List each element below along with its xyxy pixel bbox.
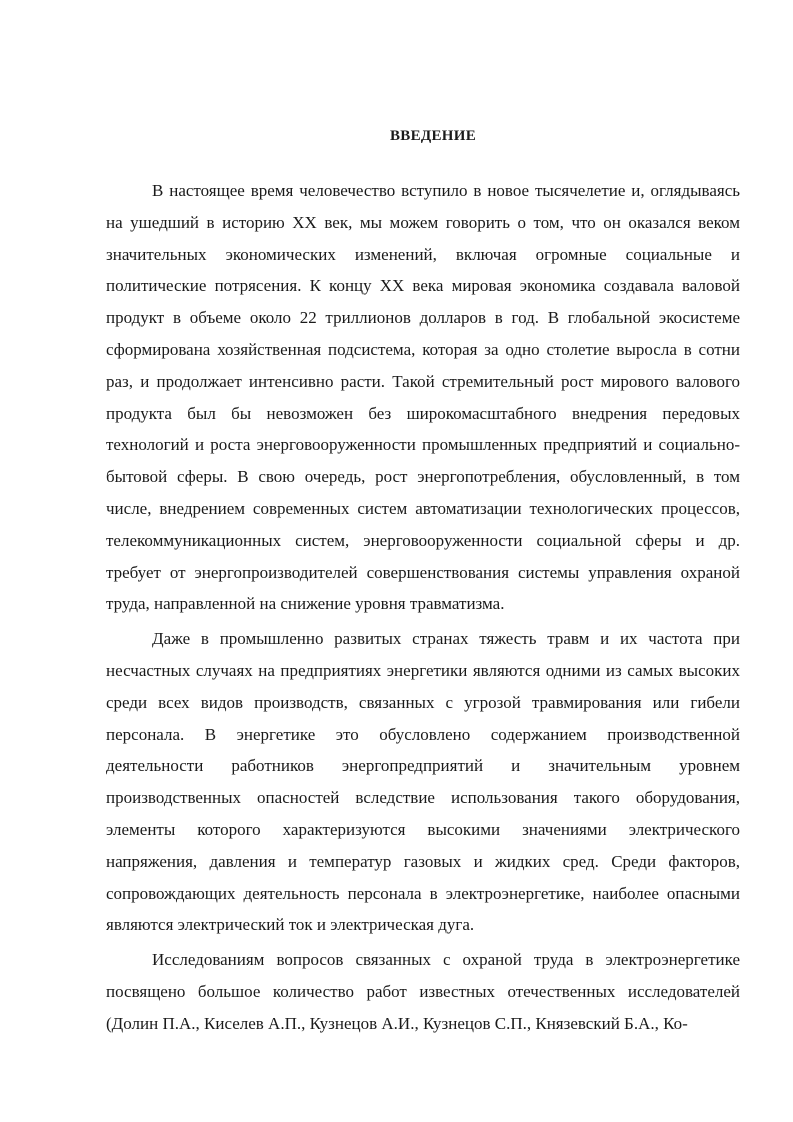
paragraph-3: Исследованиям вопросов связанных с охраной труда в электроэнергетике посвящено большое количество работ известных отечественных исследователей (Долин П.А., Киселев А.П., Кузнецов А.И., Кузнецов С.П., Князевский Б.А., Ко-	[106, 950, 740, 1033]
document-page	[106, 128, 740, 1040]
paragraph-2: Даже в промышленно развитых странах тяжесть травм и их частота при несчастных случаях на предприятиях энергетики являются одними из самых высоких среди всех видов производств, связанных с угрозой травмирования или гибели персонала. В энергетике это обусловлено содержанием производственной деятельности работников энергопредприятий и значительным уровнем производственных опасностей вследствие использования такого оборудования, элементы которого характеризуются высокими значениями электрического напряжения, давления и температур газовых и жидких сред. Среди факторов, сопровождающих деятельность персонала в электроэнергетике, наиболее опасными являются электрический ток и электрическая дуга.	[106, 629, 740, 935]
page-title: ВВЕДЕНИЕ	[389, 128, 477, 144]
paragraph-1: В настоящее время человечество вступило в новое тысячелетие и, оглядываясь на ушедший в историю XX век, мы можем говорить о том, что он оказался веком значительных экономических изменений, включая огромные социальные и политические потрясения. К концу XX века мировая экономика создавала валовой продукт в объеме около 22 триллионов долларов в год. В глобальной экосистеме сформирована хозяйственная подсистема, которая за одно столетие выросла в сотни раз, и продолжает интенсивно расти. Такой стремительный рост мирового валового продукта был бы невозможен без широкомасштабного внедрения передовых технологий и роста энерговооруженности промышленных предприятий и социально-бытовой сферы. В свою очередь, рост энергопотребления, обусловленный, в том числе, внедрением современных систем автоматизации технологических процессов, телекоммуникационных систем, энерговооруженности социальной сферы и др. требует от энергопроизводителей совершенствования системы управления охраной труда, направленной на снижение уровня травматизма.	[106, 181, 740, 614]
